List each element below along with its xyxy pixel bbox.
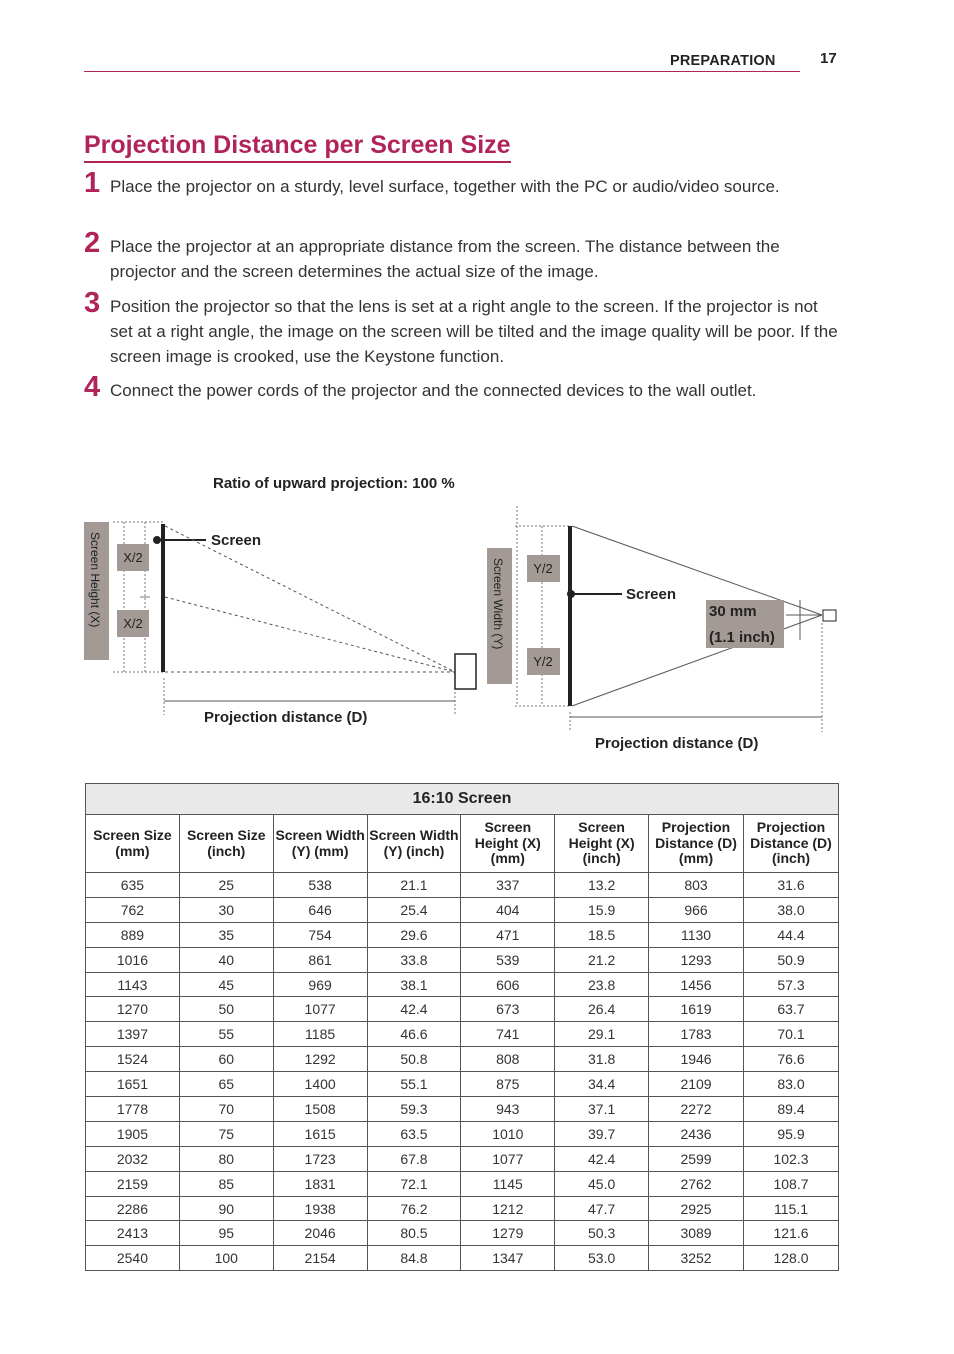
table-cell: 673 xyxy=(461,997,555,1022)
section-label: PREPARATION xyxy=(670,53,776,69)
table-cell: 3089 xyxy=(649,1221,744,1246)
step-text: Connect the power cords of the projector and the connected devices to the wall outlet. xyxy=(110,381,757,400)
table-cell: 1783 xyxy=(649,1022,744,1047)
table-cell: 1292 xyxy=(273,1047,367,1072)
table-cell: 33.8 xyxy=(367,947,461,972)
projection-ray-mid xyxy=(165,597,455,672)
table-cell: 2286 xyxy=(86,1196,180,1221)
table-cell: 1508 xyxy=(273,1097,367,1122)
table-row xyxy=(86,1022,839,1047)
table-row xyxy=(86,1146,839,1171)
table-cell: 646 xyxy=(273,897,367,922)
table-cell: 1347 xyxy=(461,1246,555,1271)
table-cell: 2109 xyxy=(649,1072,744,1097)
table-cell: 2413 xyxy=(86,1221,180,1246)
screen-label: Screen xyxy=(626,586,677,603)
table-cell: 538 xyxy=(273,873,367,898)
table-cell: 121.6 xyxy=(743,1221,838,1246)
table-cell: 83.0 xyxy=(743,1072,838,1097)
table-cell: 13.2 xyxy=(555,873,649,898)
table-cell: 44.4 xyxy=(743,922,838,947)
table-cell: 42.4 xyxy=(367,997,461,1022)
distance-label: Projection distance (D) xyxy=(595,735,759,752)
table-cell: 1456 xyxy=(649,972,744,997)
table-cell: 18.5 xyxy=(555,922,649,947)
table-cell: 2436 xyxy=(649,1121,744,1146)
table-cell: 21.2 xyxy=(555,947,649,972)
table-cell: 95.9 xyxy=(743,1121,838,1146)
step-number: 3 xyxy=(84,287,101,319)
table-cell: 128.0 xyxy=(743,1246,838,1271)
table-cell: 1619 xyxy=(649,997,744,1022)
table-cell: 1946 xyxy=(649,1047,744,1072)
table-cell: 70.1 xyxy=(743,1022,838,1047)
table-cell: 63.5 xyxy=(367,1121,461,1146)
table-row xyxy=(86,1097,839,1122)
table-cell: 606 xyxy=(461,972,555,997)
table-cell: 63.7 xyxy=(743,997,838,1022)
table-row xyxy=(86,1121,839,1146)
table-cell: 1723 xyxy=(273,1146,367,1171)
table-cell: 875 xyxy=(461,1072,555,1097)
table-cell: 1938 xyxy=(273,1196,367,1221)
table-cell: 808 xyxy=(461,1047,555,1072)
top-view-diagram xyxy=(487,506,836,752)
table-cell: 2032 xyxy=(86,1146,180,1171)
screen-width-axis-label: Screen Width (Y) xyxy=(491,558,505,650)
screen-bar xyxy=(568,526,572,706)
table-cell: 76.2 xyxy=(367,1196,461,1221)
table-row xyxy=(86,972,839,997)
offset-value-inch: (1.1 inch) xyxy=(709,629,775,646)
table-cell: 115.1 xyxy=(743,1196,838,1221)
page-title: Projection Distance per Screen Size xyxy=(84,130,511,163)
table-cell: 404 xyxy=(461,897,555,922)
screen-size-table xyxy=(85,783,839,1271)
projector-icon xyxy=(823,610,836,621)
table-cell: 1270 xyxy=(86,997,180,1022)
col-header: Screen Height (X) (inch) xyxy=(555,815,649,873)
table-cell: 31.6 xyxy=(743,873,838,898)
table-row xyxy=(86,1196,839,1221)
table-cell: 59.3 xyxy=(367,1097,461,1122)
table-cell: 75 xyxy=(179,1121,273,1146)
table-cell: 47.7 xyxy=(555,1196,649,1221)
step-number: 4 xyxy=(84,371,101,403)
table-cell: 2925 xyxy=(649,1196,744,1221)
screen-height-axis-label: Screen Height (X) xyxy=(88,532,102,628)
projection-ray-bottom xyxy=(572,615,822,706)
table-cell: 57.3 xyxy=(743,972,838,997)
table-cell: 100 xyxy=(179,1246,273,1271)
table-cell: 39.7 xyxy=(555,1121,649,1146)
table-cell: 1143 xyxy=(86,972,180,997)
col-header: Projection Distance (D) (mm) xyxy=(649,815,744,873)
col-header: Screen Size (inch) xyxy=(179,815,273,873)
table-cell: 1212 xyxy=(461,1196,555,1221)
col-header: Projection Distance (D) (inch) xyxy=(743,815,838,873)
table-cell: 34.4 xyxy=(555,1072,649,1097)
projection-ray-top xyxy=(165,526,455,672)
table-cell: 30 xyxy=(179,897,273,922)
table-cell: 861 xyxy=(273,947,367,972)
table-cell: 29.6 xyxy=(367,922,461,947)
table-cell: 29.1 xyxy=(555,1022,649,1047)
table-cell: 539 xyxy=(461,947,555,972)
table-row xyxy=(86,1047,839,1072)
step-4 xyxy=(84,371,844,403)
x-half-bottom-label: X/2 xyxy=(123,616,143,631)
table-cell: 966 xyxy=(649,897,744,922)
table-cell: 55 xyxy=(179,1022,273,1047)
table-cell: 1279 xyxy=(461,1221,555,1246)
table-header-row xyxy=(86,815,839,873)
table-cell: 38.1 xyxy=(367,972,461,997)
table-cell: 803 xyxy=(649,873,744,898)
table-row xyxy=(86,922,839,947)
projection-diagram-svg xyxy=(0,460,954,770)
table-cell: 76.6 xyxy=(743,1047,838,1072)
col-header: Screen Width (Y) (mm) xyxy=(273,815,367,873)
table-cell: 31.8 xyxy=(555,1047,649,1072)
table-cell: 46.6 xyxy=(367,1022,461,1047)
table-cell: 45.0 xyxy=(555,1171,649,1196)
table-cell: 1905 xyxy=(86,1121,180,1146)
table-cell: 102.3 xyxy=(743,1146,838,1171)
table-cell: 2762 xyxy=(649,1171,744,1196)
step-text: Place the projector at an appropriate distance from the screen. The distance between the projector and the screen determines the actual size of the image. xyxy=(110,237,780,281)
step-text: Position the projector so that the lens is set at a right angle to the screen. If the projector is not set at a right angle, the image on the screen will be tilted and the image quality will be poor. If the screen image is crooked, use the Keystone function. xyxy=(110,297,838,366)
projection-ray-top xyxy=(572,526,822,615)
table-row xyxy=(86,997,839,1022)
table-cell: 1651 xyxy=(86,1072,180,1097)
table-row xyxy=(86,947,839,972)
table-cell: 1077 xyxy=(273,997,367,1022)
table-cell: 3252 xyxy=(649,1246,744,1271)
table-cell: 2046 xyxy=(273,1221,367,1246)
table-row xyxy=(86,897,839,922)
screen-label: Screen xyxy=(211,532,262,549)
table-cell: 67.8 xyxy=(367,1146,461,1171)
table-cell: 23.8 xyxy=(555,972,649,997)
ratio-label: Ratio of upward projection: 100 % xyxy=(213,475,455,492)
table-cell: 26.4 xyxy=(555,997,649,1022)
table-cell: 35 xyxy=(179,922,273,947)
table-cell: 70 xyxy=(179,1097,273,1122)
table-cell: 90 xyxy=(179,1196,273,1221)
table-cell: 53.0 xyxy=(555,1246,649,1271)
table-row xyxy=(86,873,839,898)
table-cell: 25 xyxy=(179,873,273,898)
table-cell: 80.5 xyxy=(367,1221,461,1246)
table-row xyxy=(86,1221,839,1246)
screen-bar xyxy=(161,524,165,672)
table-cell: 60 xyxy=(179,1047,273,1072)
table-cell: 15.9 xyxy=(555,897,649,922)
table-cell: 50 xyxy=(179,997,273,1022)
step-1 xyxy=(84,167,844,199)
step-2 xyxy=(84,227,844,284)
step-3 xyxy=(84,287,844,369)
table-cell: 2154 xyxy=(273,1246,367,1271)
table-cell: 40 xyxy=(179,947,273,972)
table-cell: 754 xyxy=(273,922,367,947)
table-cell: 45 xyxy=(179,972,273,997)
table-cell: 635 xyxy=(86,873,180,898)
table-cell: 84.8 xyxy=(367,1246,461,1271)
table-cell: 25.4 xyxy=(367,897,461,922)
table-cell: 72.1 xyxy=(367,1171,461,1196)
table-cell: 108.7 xyxy=(743,1171,838,1196)
side-view-diagram xyxy=(84,522,476,726)
y-half-bottom-label: Y/2 xyxy=(533,654,553,669)
table-cell: 55.1 xyxy=(367,1072,461,1097)
distance-label: Projection distance (D) xyxy=(204,709,368,726)
page-number: 17 xyxy=(820,50,837,67)
col-header: Screen Width (Y) (inch) xyxy=(367,815,461,873)
table-cell: 89.4 xyxy=(743,1097,838,1122)
col-header: Screen Size (mm) xyxy=(86,815,180,873)
table-cell: 889 xyxy=(86,922,180,947)
step-text: Place the projector on a sturdy, level surface, together with the PC or audio/video source. xyxy=(110,177,780,196)
step-number: 2 xyxy=(84,227,101,259)
table-row xyxy=(86,1072,839,1097)
table-cell: 37.1 xyxy=(555,1097,649,1122)
table-cell: 21.1 xyxy=(367,873,461,898)
offset-value: 30 mm xyxy=(709,603,757,620)
table-body xyxy=(86,873,839,1271)
table-cell: 50.8 xyxy=(367,1047,461,1072)
table-cell: 1145 xyxy=(461,1171,555,1196)
table-cell: 943 xyxy=(461,1097,555,1122)
table-cell: 1293 xyxy=(649,947,744,972)
table-cell: 1778 xyxy=(86,1097,180,1122)
projector-icon xyxy=(455,654,476,689)
table-cell: 1185 xyxy=(273,1022,367,1047)
table-cell: 337 xyxy=(461,873,555,898)
table-cell: 2599 xyxy=(649,1146,744,1171)
table-cell: 1077 xyxy=(461,1146,555,1171)
header-rule xyxy=(84,71,800,72)
table-cell: 1016 xyxy=(86,947,180,972)
y-half-top-label: Y/2 xyxy=(533,561,553,576)
table-cell: 42.4 xyxy=(555,1146,649,1171)
table-cell: 50.9 xyxy=(743,947,838,972)
table-cell: 741 xyxy=(461,1022,555,1047)
table-cell: 85 xyxy=(179,1171,273,1196)
table-cell: 1130 xyxy=(649,922,744,947)
table-cell: 1615 xyxy=(273,1121,367,1146)
table-cell: 471 xyxy=(461,922,555,947)
projection-diagram xyxy=(0,460,954,770)
table-cell: 1397 xyxy=(86,1022,180,1047)
table-cell: 2540 xyxy=(86,1246,180,1271)
table-row xyxy=(86,1246,839,1271)
step-number: 1 xyxy=(84,167,101,199)
table-cell: 762 xyxy=(86,897,180,922)
table-cell: 50.3 xyxy=(555,1221,649,1246)
table-cell: 1524 xyxy=(86,1047,180,1072)
table-row xyxy=(86,1171,839,1196)
table-cell: 38.0 xyxy=(743,897,838,922)
col-header: Screen Height (X) (mm) xyxy=(461,815,555,873)
table-cell: 1010 xyxy=(461,1121,555,1146)
table-cell: 1831 xyxy=(273,1171,367,1196)
table-cell: 2159 xyxy=(86,1171,180,1196)
table-caption: 16:10 Screen xyxy=(86,784,839,815)
table-cell: 65 xyxy=(179,1072,273,1097)
x-half-top-label: X/2 xyxy=(123,550,143,565)
table-cell: 80 xyxy=(179,1146,273,1171)
table-cell: 1400 xyxy=(273,1072,367,1097)
table-cell: 969 xyxy=(273,972,367,997)
table-cell: 2272 xyxy=(649,1097,744,1122)
table-cell: 95 xyxy=(179,1221,273,1246)
